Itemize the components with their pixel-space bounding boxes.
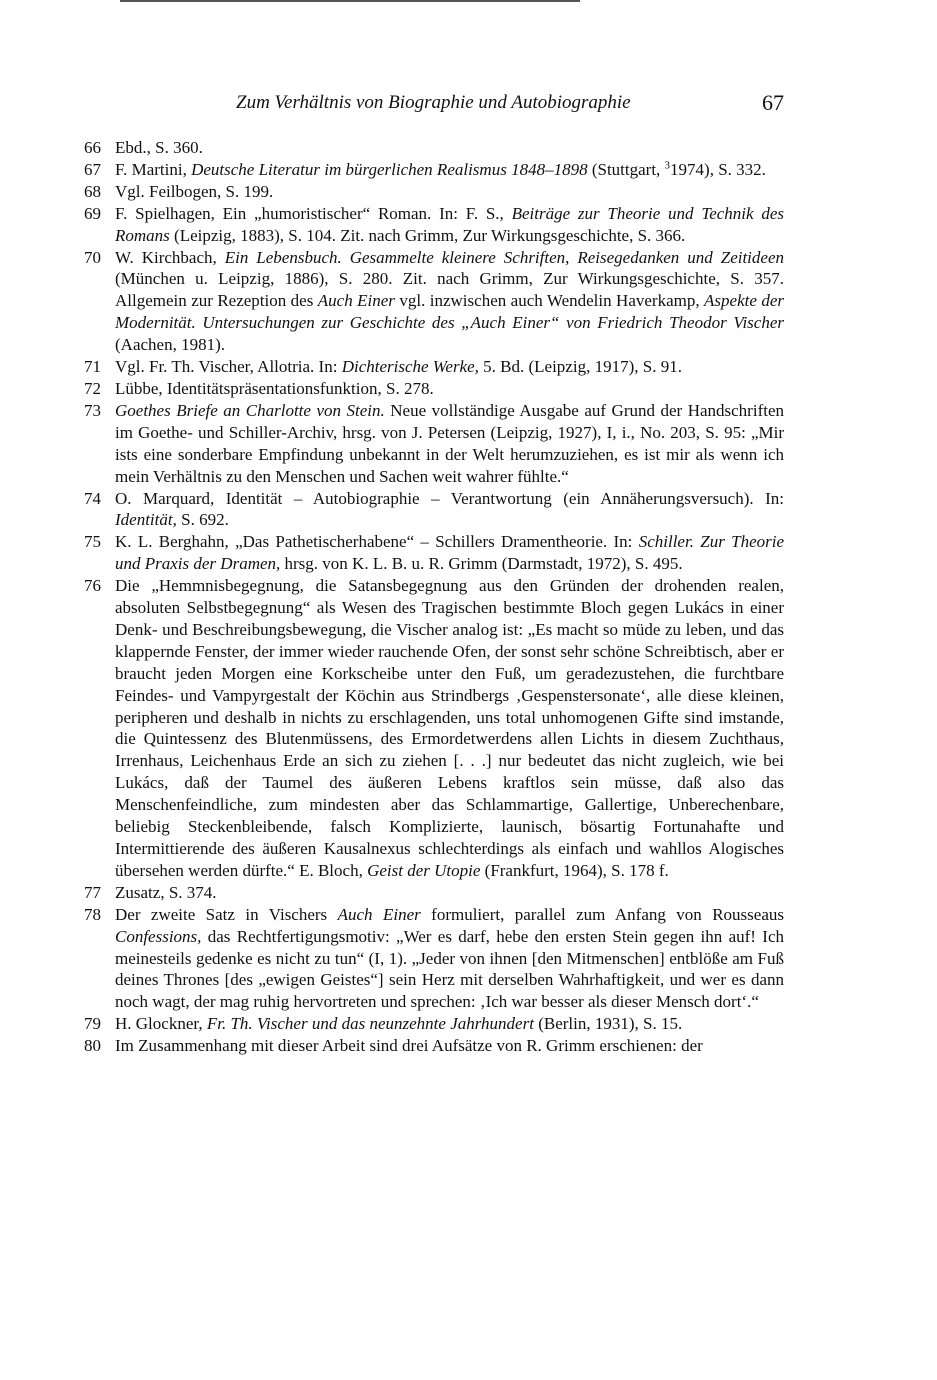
text-segment: (Frankfurt, 1964), S. 178 f. — [480, 860, 669, 880]
text-segment: Die „Hemmnisbegegnung, die Satansbegegnung aus den Gründen der drohenden realen, absoluten Selbstbegegnung“ als Wesen des Tragischen bestimmte Bloch gegen Lukács in einer Denk- und Beschreibungsbewegung, die Vischer analog ist: „Es macht so müde zu leben, und das klappernde Fenster, der immer wieder rauchende Ofen, der sonst sehr schöne Schreibtisch, aber er braucht jeden Morgen eine Korkscheibe unter den Fuß, um geradezustehen, die furchtbare Feindes- und Vampyrgestalt der Köchin aus Strindbergs ‚Gespenstersonate‘, alle diese kleinen, peripheren und deshalb in nichts zu erschlagenden, uns total unhomogenen Gifte sind imstande, die Quintessenz des Blutenmüssens, des Ermordetwerdens allen Lichts in diesem Zuchthaus, Irrenhaus, Leichenhaus Erde an sich zu ziehen [. . .] nur bedeutet das nicht zugleich, wie bei Lukács, daß der Taumel des äußeren Lebens kraftlos sein müsse, daß also das Menschenfeindliche, zum mindesten aber das Schlammartige, Gallertige, Unberechenbare, beliebig Steckenbleibende, falsch Komplizierte, launisch, bösartig Fortunahafte und Intermittierende des äußeren Kausalnexus schlechterdings als einfach und wahllos Alogisches übersehen werden dürfte.“ E. Bloch, — [115, 576, 784, 880]
footnote-number: 78 — [84, 904, 101, 924]
footnote-number: 76 — [84, 576, 101, 596]
footnote-number: 69 — [84, 203, 101, 223]
footnote-text — [115, 882, 784, 904]
footnote-75 — [84, 531, 784, 575]
text-segment: H. Glockner, — [115, 1014, 207, 1034]
footnote-73 — [84, 400, 784, 488]
footnote-text — [115, 378, 784, 400]
footnote-list — [84, 137, 784, 1057]
italic-title: Auch Einer — [337, 904, 421, 924]
italic-title: Deutsche Literatur im bürgerlichen Realismus 1848–1898 — [191, 159, 588, 179]
italic-title: Schiller. Zur Theorie und Praxis der Dramen, — [115, 532, 784, 574]
footnote-77 — [84, 882, 784, 904]
italic-title: Goethes Briefe an Charlotte von Stein. — [115, 400, 385, 420]
footnote-text — [115, 181, 784, 203]
footnote-number: 74 — [84, 488, 101, 508]
text-segment: 1974), S. 332. — [670, 159, 766, 179]
footnote-66 — [84, 137, 784, 159]
text-segment: 5. Bd. (Leipzig, 1917), S. 91. — [478, 357, 682, 377]
footnote-68 — [84, 181, 784, 203]
footnote-72 — [84, 378, 784, 400]
italic-title: Aspekte der Modernität. Untersuchungen zur Geschichte des „Auch Einer“ von Friedrich Theodor Vischer — [115, 291, 784, 333]
text-segment: hrsg. von K. L. B. u. R. Grimm (Darmstadt, 1972), S. 495. — [280, 554, 683, 574]
footnote-76 — [84, 575, 784, 882]
footnote-70 — [84, 247, 784, 357]
footnote-number: 73 — [84, 400, 101, 420]
footnote-text — [115, 575, 784, 882]
italic-title: Dichterische Werke, — [341, 357, 479, 377]
page-header — [236, 92, 784, 118]
footnote-number: 79 — [84, 1014, 101, 1034]
text-segment: W. Kirchbach, — [115, 247, 225, 267]
footnote-79 — [84, 1013, 784, 1035]
footnote-number: 70 — [84, 247, 101, 267]
footnote-text — [115, 488, 784, 532]
footnote-text — [115, 400, 784, 488]
footnote-number: 72 — [84, 378, 101, 398]
edition-superscript: 3 — [664, 159, 671, 172]
footnote-71 — [84, 356, 784, 378]
text-segment: Lübbe, Identitätspräsentationsfunktion, S. 278. — [115, 378, 434, 398]
footnote-69 — [84, 203, 784, 247]
footnote-number: 77 — [84, 882, 101, 902]
footnote-text — [115, 1013, 784, 1035]
footnote-text — [115, 137, 784, 159]
text-segment: (München u. Leipzig, 1886), S. 280. Zit. nach Grimm, Zur Wirkungsgeschichte, S. 357. Allgemein zur Rezeption des — [115, 269, 784, 311]
text-segment: formuliert, parallel zum Anfang von Rousseaus — [420, 904, 784, 924]
scan-edge-line — [120, 0, 580, 2]
footnote-text — [115, 1035, 784, 1057]
footnote-text — [115, 159, 784, 181]
footnote-number: 75 — [84, 532, 101, 552]
running-title: Zum Verhältnis von Biographie und Autobiographie — [236, 92, 631, 113]
text-segment: vgl. inzwischen auch Wendelin Haverkamp, — [394, 291, 705, 311]
text-segment: S. 692. — [176, 510, 229, 530]
footnote-text — [115, 904, 784, 1014]
italic-title: Geist der Utopie — [367, 860, 481, 880]
text-segment: K. L. Berghahn, „Das Pathetischerhabene“ – Schillers Dramentheorie. In: — [115, 532, 639, 552]
footnote-text — [115, 203, 784, 247]
text-segment: Ebd., S. 360. — [115, 138, 203, 157]
text-segment: (Stuttgart, — [587, 159, 665, 179]
footnote-78 — [84, 904, 784, 1014]
text-segment: Der zweite Satz in Vischers — [115, 904, 338, 924]
footnote-74 — [84, 488, 784, 532]
footnote-text — [115, 531, 784, 575]
footnote-80 — [84, 1035, 784, 1057]
text-segment: Vgl. Feilbogen, S. 199. — [115, 181, 274, 201]
text-segment: Neue vollständige Ausgabe auf Grund der Handschriften im Goethe- und Schiller-Archiv, hrsg. von J. Petersen (Leipzig, 1927), I, i., No. 203, S. 95: „Mir ists eine sonderbare Empfindung unbekannt in der Welt herumzuziehen, es ist mir als wenn ich mein Verhältnis zu den Menschen und Sachen weit wahrer fühlte.“ — [115, 400, 784, 486]
text-segment: das Rechtfertigungsmotiv: „Wer es darf, hebe den ersten Stein gegen ihn auf! Ich meinesteils gedenke es nicht zu tun“ (I, 1). „Jeder von ihnen [den Mitmenschen] entblöße am Fuß deines Thrones [des „ewigen Geistes“] sein Herz mit derselben Wahrhaftigkeit, und wer es dann noch wagt, der mag ruhig hervortreten und sprechen: ‚Ich war besser als dieser Mensch dort‘.“ — [115, 926, 784, 1012]
italic-title: Ein Lebensbuch. Gesammelte kleinere Schriften, Reisegedanken und Zeitideen — [224, 247, 784, 267]
footnote-text — [115, 247, 784, 357]
footnote-number: 68 — [84, 181, 101, 201]
text-segment: Zusatz, S. 374. — [115, 882, 217, 902]
footnote-67 — [84, 159, 784, 181]
italic-title: Fr. Th. Vischer und das neunzehnte Jahrhundert — [206, 1014, 534, 1034]
text-segment: F. Spielhagen, Ein „humoristischer“ Roman. In: F. S., — [115, 203, 512, 223]
text-segment: (Berlin, 1931), S. 15. — [533, 1014, 683, 1034]
text-segment: (Aachen, 1981). — [115, 335, 225, 355]
text-segment: O. Marquard, Identität – Autobiographie – Verantwortung (ein Annäherungsversuch). In: — [115, 488, 784, 508]
footnote-number: 71 — [84, 357, 101, 377]
text-segment: F. Martini, — [115, 159, 192, 179]
text-segment: Vgl. Fr. Th. Vischer, Allotria. In: — [115, 357, 342, 377]
text-segment: Im Zusammenhang mit dieser Arbeit sind drei Aufsätze von R. Grimm erschienen: der — [115, 1036, 703, 1056]
italic-title: Auch Einer — [317, 291, 395, 311]
footnote-number: 80 — [84, 1036, 101, 1056]
footnote-number: 67 — [84, 159, 101, 179]
italic-title: Beiträge zur Theorie und Technik des Romans — [115, 203, 784, 245]
footnote-text — [115, 356, 784, 378]
text-segment: (Leipzig, 1883), S. 104. Zit. nach Grimm, Zur Wirkungsgeschichte, S. 366. — [169, 225, 686, 245]
italic-title: Confessions, — [115, 926, 202, 946]
page-number: 67 — [762, 90, 784, 115]
italic-title: Identität, — [115, 510, 177, 530]
footnote-number: 66 — [84, 138, 101, 157]
